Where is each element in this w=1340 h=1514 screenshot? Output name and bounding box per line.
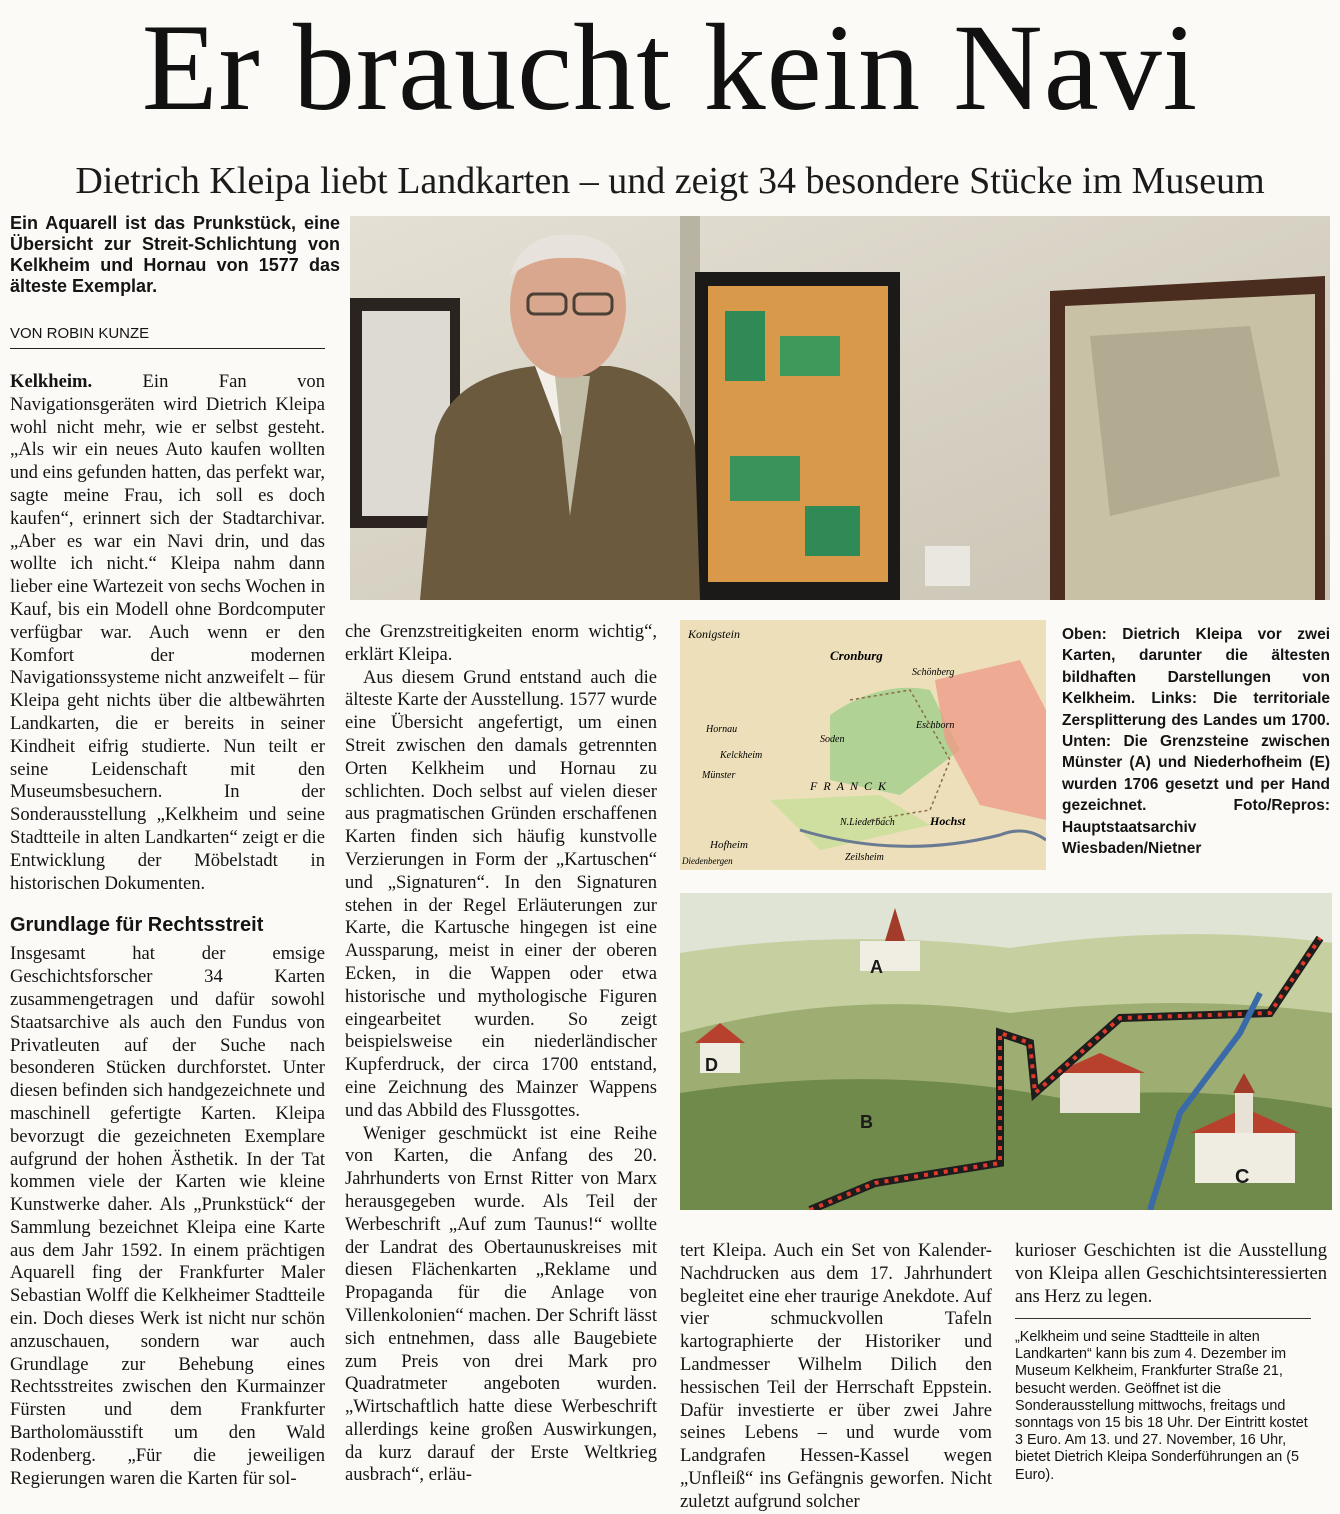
body-paragraph-4: Weniger geschmückt ist eine Reihe von Karten, die Anfang des 20. Jahrhunderts von Ernst Ritter von Marx herausgegeben wurde. Als Teil der Werbeschrift „Auf zum Taunus!“ wollte der Landrat des Obertaunuskreises mit diesen Flächenkarten „Reklame und Propaganda für die Anlage von Villenkolonien“ machen. Der Schrift lässt sich entnehmen, dass alle Baugebiete zum Preis von drei Mark pro Quadratmeter angeboten wurden. „Wirtschaftlich hatte diese Werbeschrift allerdings keine großen Auswirkungen, da kurz darauf der Erste Weltkrieg ausbrach“, erläu-: [345, 1122, 657, 1486]
stone-letter-d: D: [705, 1055, 718, 1075]
stone-letter-c: C: [1235, 1166, 1250, 1188]
map-label-schonberg: Schönberg: [912, 667, 955, 678]
body-paragraph-3: Aus diesem Grund entstand auch die älteste Karte der Ausstellung. 1577 wurde eine Übersicht angefertigt, um einen Streit zwischen den damals getrennten Orten Kelkheim und Hornau zu schlichten. Doch selbst auf vielen dieser aus pragmatischen Gründen erschaffenen Karten finden sich häufig kunstvolle Verzierungen in Form der „Kartuschen“ und „Signaturen“. In den Signaturen stehen in der Regel Erläuterungen zur Karte, die Kartusche hingegen ist eine Aussparung, meist in einer der oberen Ecken, in die Wappen oder etwa historische und mythologische Figuren eingearbeitet wurden. So zeigt beispielsweise ein niederländischer Kupferdruck, der circa 1700 entstand, eine Zeichnung des Mainzer Wappens und das Abbild des Flussgottes.: [345, 666, 657, 1121]
map-label-eschborn: Eschborn: [916, 720, 955, 731]
article-column-3: [680, 1240, 992, 1514]
map-label-diedenbergen: Diedenbergen: [682, 856, 733, 866]
map-label-konigstein: Konigstein: [688, 627, 741, 641]
photo-caption: Oben: Dietrich Kleipa vor zwei Karten, darunter die ältesten bildhaften Darstellungen von Kelkheim. Links: Die territoriale Zersplitterung des Landes um 1700. Unten: Die Grenzsteine zwischen Münster (A) und Niederhofheim (E) wurden 1706 gesetzt und per Hand gezeichnet. Foto/Repros: Hauptstaatsarchiv Wiesbaden/Nietner: [1062, 626, 1330, 858]
article-column-1: [10, 371, 325, 1490]
map-label-kelckheim: Kelckheim: [720, 750, 763, 761]
dateline: Kelkheim.: [10, 371, 93, 392]
lead-text: Ein Aquarell ist das Prunkstück, eine Übersicht zur Streit-Schlichtung von Kelkheim und Hornau von 1577 das älteste Exemplar.: [10, 213, 340, 296]
article-column-2: [345, 621, 657, 1487]
byline: VON ROBIN KUNZE: [10, 323, 325, 349]
map-label-hochst: Hochst: [930, 814, 966, 828]
headline: Er braucht kein Navi: [141, 0, 1199, 136]
stone-letter-a: A: [870, 957, 883, 977]
section-subtitle: Grundlage für Rechtsstreit: [10, 914, 264, 937]
body-paragraph-4-continued: tert Kleipa. Auch ein Set von Kalender-Nachdrucken aus dem 17. Jahrhundert begleitet eine eher traurige Anekdote. Auf vier schmuckvollen Tafeln kartographierte der Historiker und Landmesser Wilhelm Dilich den hessischen Teil der Herrschaft Eppstein. Dafür investierte er über zwei Jahre seines Lebens – und wurde vom Landgrafen Hessen-Kassel wegen „Unfleiß“ ins Gefängnis geworfen. Nicht zuletzt aufgrund solcher: [680, 1240, 992, 1512]
map-label-hofheim: Hofheim: [710, 839, 748, 851]
exhibition-info-box: „Kelkheim und seine Stadtteile in alten Landkarten“ kann bis zum 4. Dezember im Museum Kelkheim, Frankfurter Straße 21, besucht werden. Geöffnet ist die Sonderausstellung mittwochs, freitags und sonntags von 15 bis 18 Uhr. Der Eintritt kostet 3 Euro. Am 13. und 27. November, 16 Uhr, bietet Dietrich Kleipa Sonderführungen an (5 Euro).: [1015, 1318, 1311, 1484]
historic-map-illustration: [680, 620, 1046, 870]
map-label-munster: Münster: [702, 770, 736, 781]
paragraph-intro: [10, 371, 325, 895]
body-paragraph-4-end: kurioser Geschichten ist die Ausstellung von Kleipa allen Geschichtsinteressierten ans Herz zu legen.: [1015, 1240, 1327, 1307]
subheadline: Dietrich Kleipa liebt Landkarten – und zeigt 34 besondere Stücke im Museum: [75, 160, 1265, 202]
body-paragraph-1: Ein Fan von Navigationsgeräten wird Dietrich Kleipa wohl nicht mehr, wie er selbst gesteht. „Als wir ein neues Auto kaufen wollten und eins gefunden hatten, das perfekt war, sagte meine Frau, ich soll es doch kaufen“, erinnert sich der Stadtarchivar. „Aber es war ein Navi drin, und das wollte ich nicht.“ Kleipa nahm dann lieber eine Wartezeit von sechs Wochen in Kauf, bis ein Modell ohne Bordcomputer verfügbar war. Auch wenn er den Komfort der modernen Navigationssysteme nicht anzweifelt – für Kleipa geht nichts über die altbewährten Landkarten, die er bereits in seiner Kindheit eifrig studierte. Nun teilt er seine Leidenschaft mit den Museumsbesuchern. In der Sonderausstellung „Kelkheim und seine Stadtteile in alten Landkarten“ zeigt er die Entwicklung der Möbelstadt in historischen Dokumenten.: [10, 371, 325, 894]
map-label-soden: Soden: [820, 734, 845, 745]
photo-kleipa-with-maps: [350, 216, 1330, 600]
article-column-4: [1015, 1240, 1327, 1308]
stone-letter-b: B: [860, 1112, 873, 1132]
map-label-hornau: Hornau: [706, 724, 738, 735]
photo-illustration: [350, 216, 1330, 600]
map-label-francke: FRANCK: [810, 779, 893, 793]
map-label-zeilsheim: Zeilsheim: [845, 852, 884, 863]
historic-map-1700: [680, 620, 1046, 870]
body-paragraph-2: Insgesamt hat der emsige Geschichtsforscher 34 Karten zusammengetragen und dafür sowohl Staatsarchive als auch den Fundus von Privatleuten auf der Suche nach besonderen Stücken durchforstet. Unter diesen befinden sich handgezeichnete und maschinell gefertigte Karten. Kleipa bevorzugt die gezeichneten Exemplare aufgrund der hohen Ästhetik. In der Tat kommen viele der Karten wie kleine Kunstwerke daher. Als „Prunkstück“ der Sammlung bezeichnet Kleipa eine Karte aus dem Jahr 1592. In einem prächtigen Aquarell fing der Frankfurter Maler Sebastian Wolff die Kelkheimer Stadtteile ein. Doch dieses Werk ist nicht nur schön anzuschauen, sondern war auch Grundlage zur Behebung eines Rechtsstreites zwischen den Kurmainzer Fürsten und dem Frankfurter Bartholomäusstift um den Wald Rodenberg. „Für die jeweiligen Regierungen waren die Karten für sol-: [10, 943, 325, 1489]
map-label-liederbach: N.Liederbach: [840, 817, 895, 828]
boundary-stones-illustration: [680, 893, 1332, 1210]
boundary-stones-drawing: [680, 893, 1332, 1210]
map-label-cronburg: Cronburg: [830, 648, 883, 663]
body-paragraph-2-continued: che Grenzstreitigkeiten enorm wichtig“, erklärt Kleipa.: [345, 621, 657, 665]
